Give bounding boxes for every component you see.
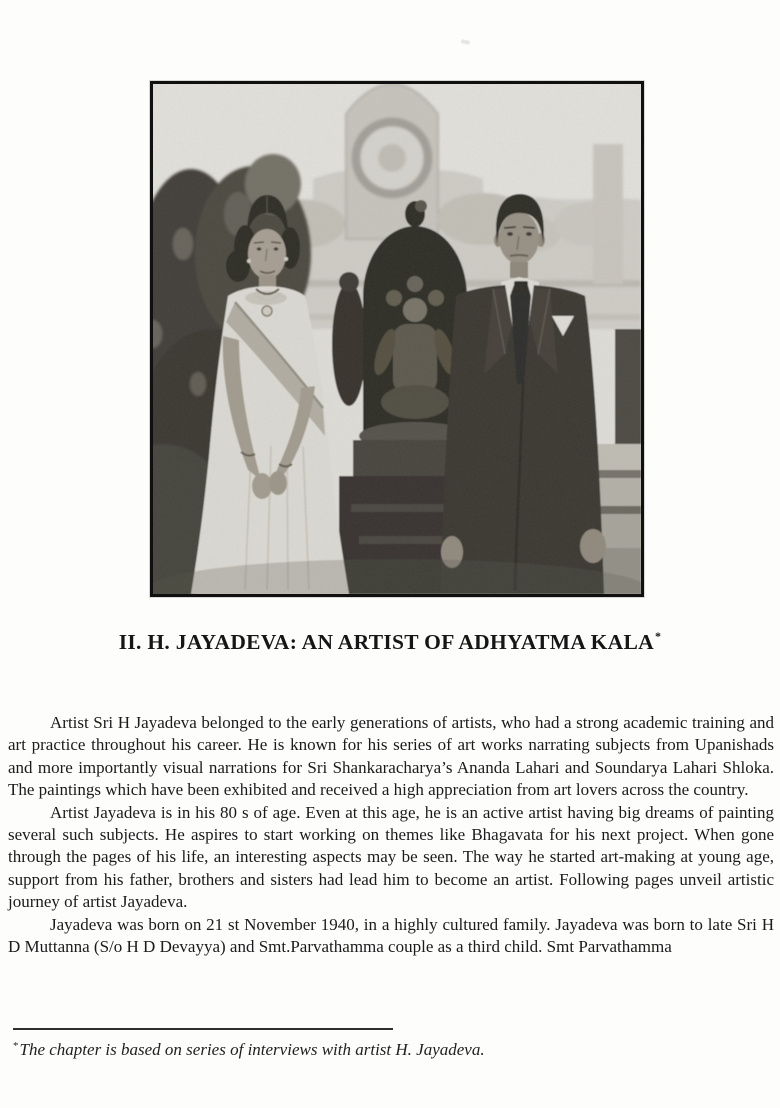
footnote-text: The chapter is based on series of interviews with artist H. Jayadeva. [19, 1040, 485, 1059]
footnote [13, 1035, 633, 1061]
scan-artifact [461, 39, 471, 45]
paragraph-2: Artist Jayadeva is in his 80 s of age. Even at this age, he is an active artist having big dreams of painting several such subjects. He aspires to start working on themes like Bhagavata for his next project. When gone through the pages of his life, an interesting aspects may be seen. The way he started art-making at young age, support from his father, brothers and sisters had lead him to become an artist. Following pages unveil artistic journey of artist Jayadeva. [8, 802, 774, 912]
footnote-area [13, 1028, 633, 1061]
footnote-divider [13, 1028, 393, 1030]
paragraph-3: Jayadeva was born on 21 st November 1940, in a highly cultured family. Jayadeva was born to late Sri H D Muttanna (S/o H D Devayya) and Smt.Parvathamma couple as a third child. Smt Parvathamma [8, 914, 774, 957]
title-footnote-marker: * [654, 629, 662, 643]
chapter-title-text: II. H. JAYADEVA: AN ARTIST OF ADHYATMA KALA [118, 630, 654, 654]
body-text [8, 712, 774, 958]
chapter-title [0, 629, 780, 655]
paragraph-1: Artist Sri H Jayadeva belonged to the early generations of artists, who had a strong academic training and art practice throughout his career. He is known for his series of art works narrating subjects from Upanishads and more importantly visual narrations for Sri Shankaracharya’s Ananda Lahari and Soundarya Lahari Shloka. The paintings which have been exhibited and received a high appreciation from art lovers across the country. [8, 713, 774, 800]
photo-couple-temple [153, 84, 641, 594]
photo-frame [150, 81, 644, 597]
footnote-marker: * [13, 1040, 19, 1052]
photo-grain [153, 84, 641, 594]
